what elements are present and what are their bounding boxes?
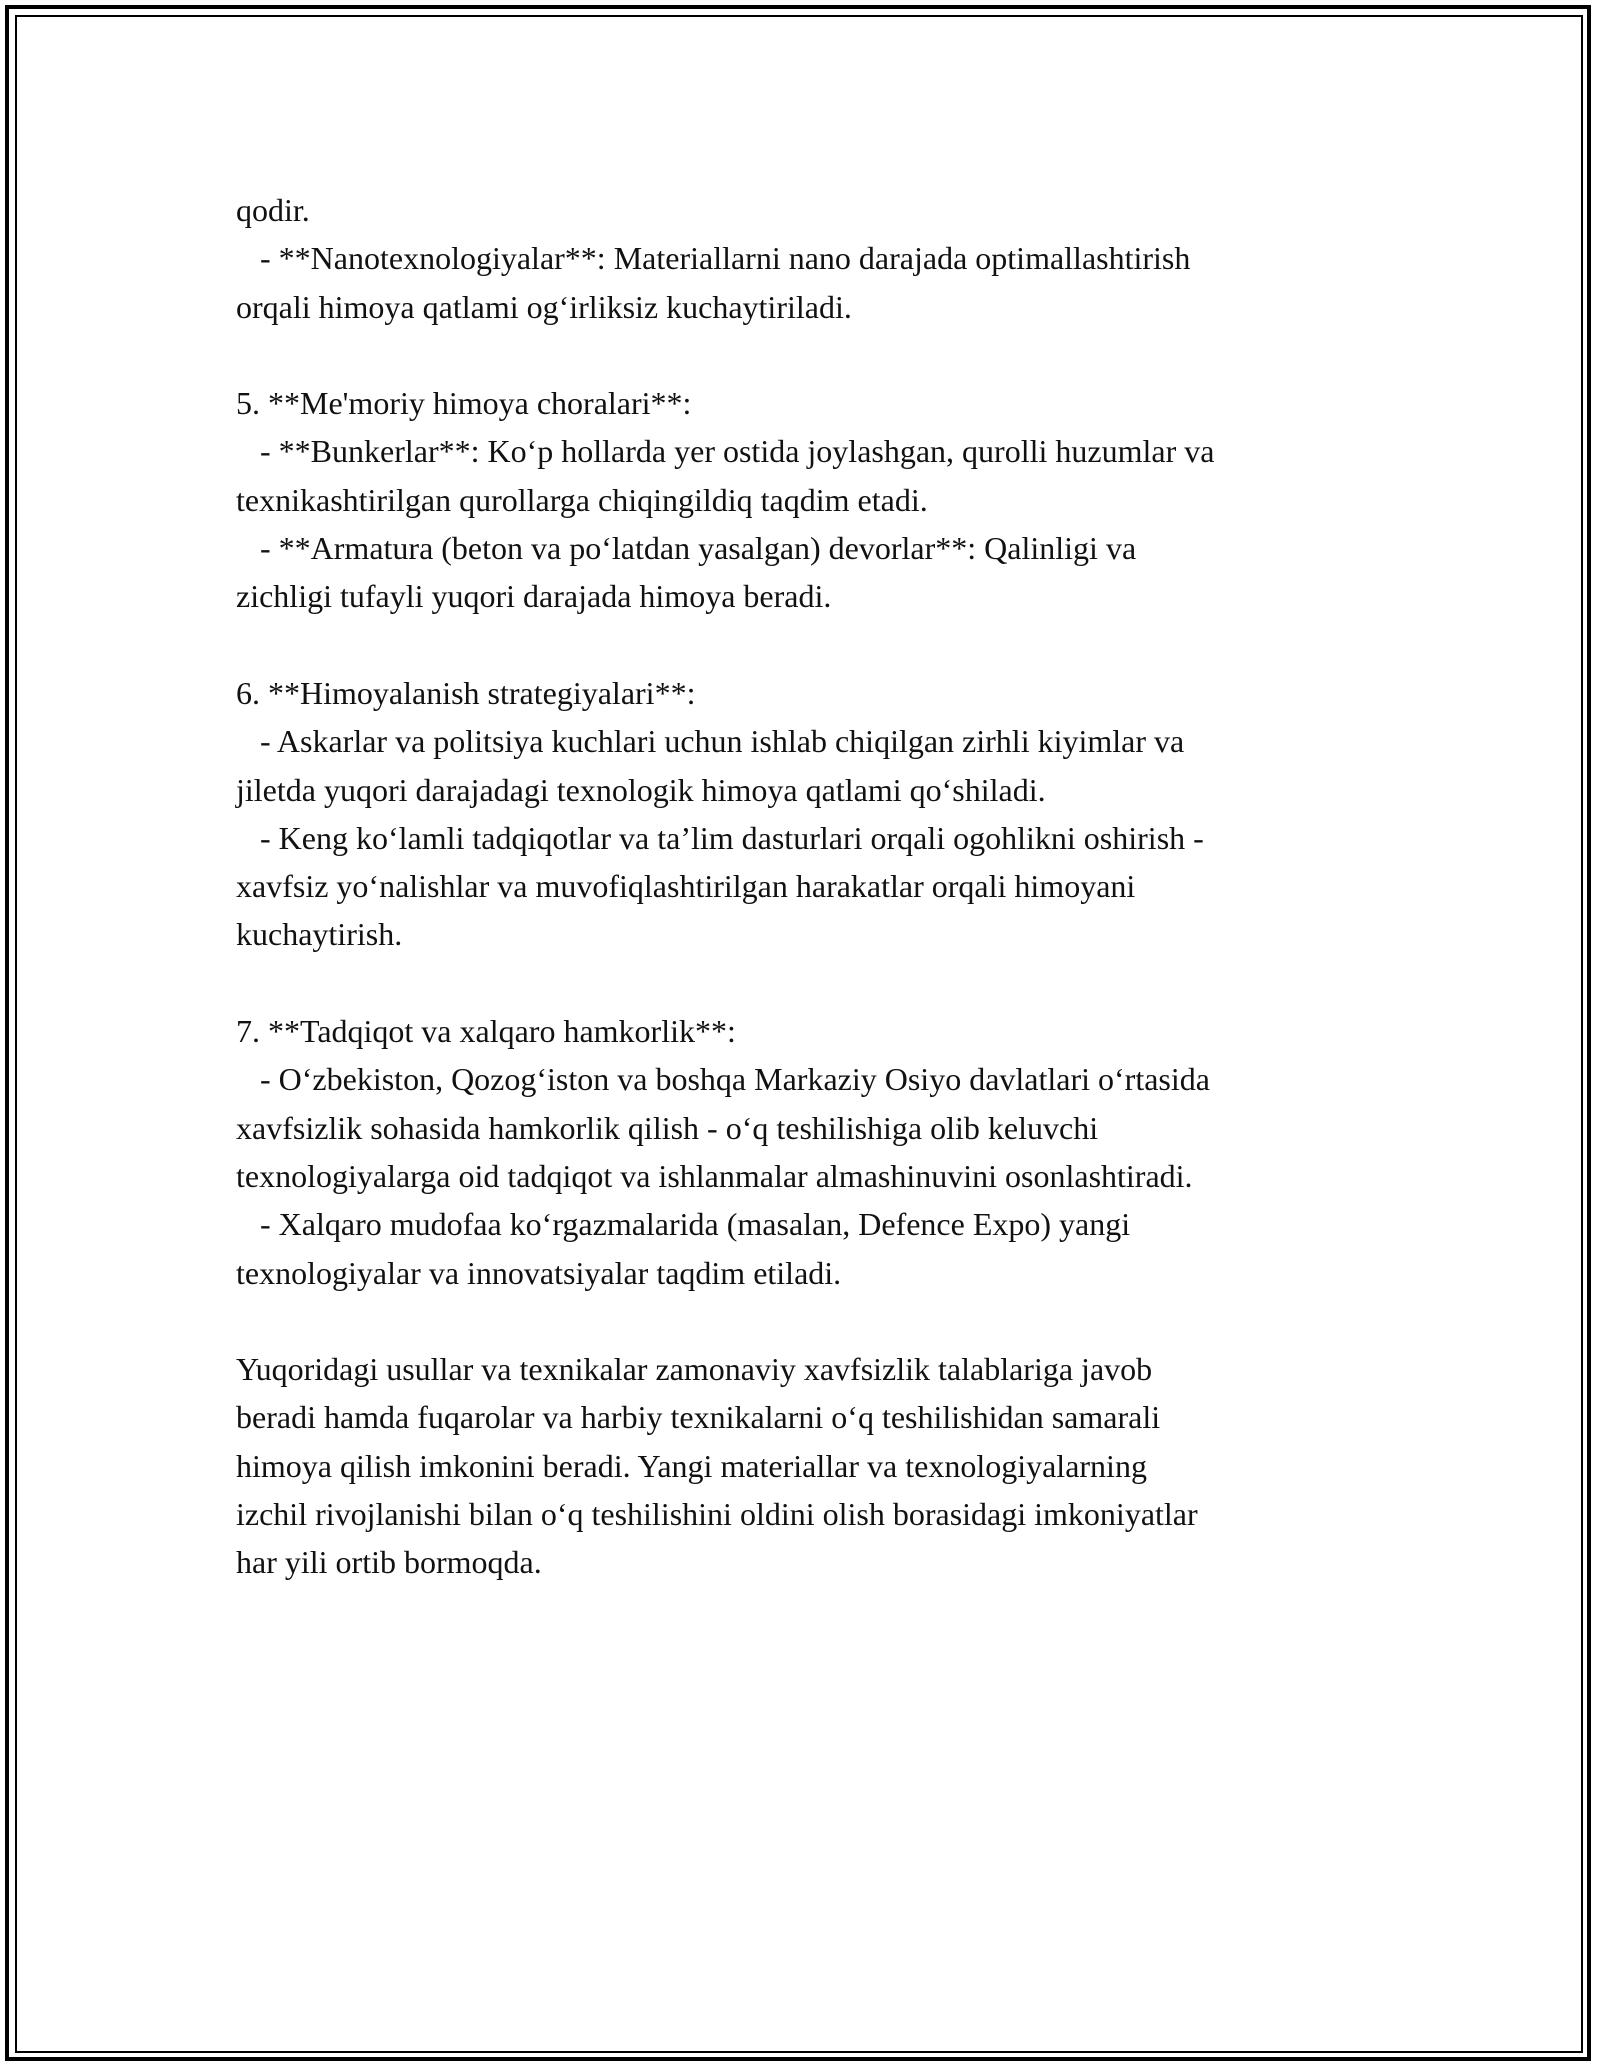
section-heading: 7. **Tadqiqot va xalqaro hamkorlik**: [236,1013,736,1050]
text-line: - Askarlar va politsiya kuchlari uchun ishlab chiqilgan zirhli kiyimlar va [236,723,1185,760]
blank-line [236,621,1376,669]
blank-line [236,331,1376,379]
text-line: jiletda yuqori darajadagi texnologik himoya qatlami qo‘shiladi. [236,771,1046,808]
text-line: izchil rivojlanishi bilan o‘q teshilishini oldini olish borasidagi imkoniyatlar [236,1496,1198,1533]
text-line: Yuqoridagi usullar va texnikalar zamonaviy xavfsizlik talablariga javob [236,1351,1153,1388]
section-heading: 5. **Me'moriy himoya choralari**: [236,385,692,422]
text-line: - **Nanotexnologiyalar**: Materiallarni nano darajada optimallashtirish [236,240,1191,277]
blank-line [236,1297,1376,1345]
text-line: xavfsiz yo‘nalishlar va muvofiqlashtirilgan harakatlar orqali himoyani [236,868,1136,905]
document-body [236,186,1376,1587]
text-line: qodir. [236,192,310,228]
text-line: - **Bunkerlar**: Ko‘p hollarda yer ostida joylashgan, qurolli huzumlar va [236,433,1215,470]
section-heading: 6. **Himoyalanish strategiyalari**: [236,674,696,711]
text-line: har yili ortib bormoqda. [236,1544,542,1581]
text-line: xavfsizlik sohasida hamkorlik qilish - o‘q teshilishiga olib keluvchi [236,1109,1099,1146]
text-line: kuchaytirish. [236,916,403,953]
text-line: texnologiyalarga oid tadqiqot va ishlanmalar almashinuvini osonlashtiradi. [236,1157,1193,1194]
text-line: orqali himoya qatlami og‘irliksiz kuchaytiriladi. [236,288,852,325]
text-line: texnologiyalar va innovatsiyalar taqdim etiladi. [236,1254,842,1291]
text-line: - O‘zbekiston, Qozog‘iston va boshqa Markaziy Osiyo davlatlari o‘rtasida [236,1061,1210,1098]
text-line: beradi hamda fuqarolar va harbiy texnikalarni o‘q teshilishidan samarali [236,1399,1161,1436]
text-line: - Keng ko‘lamli tadqiqotlar va ta’lim dasturlari orqali ogohlikni oshirish - [236,819,1204,856]
text-line: - **Armatura (beton va po‘latdan yasalgan) devorlar**: Qalinligi va [236,530,1137,567]
text-line: himoya qilish imkonini beradi. Yangi materiallar va texnologiyalarning [236,1447,1147,1484]
blank-line [236,959,1376,1007]
text-line: - Xalqaro mudofaa ko‘rgazmalarida (masalan, Defence Expo) yangi [236,1206,1131,1243]
text-line: zichligi tufayli yuqori darajada himoya beradi. [236,578,832,615]
text-line: texnikashtirilgan qurollarga chiqingildiq taqdim etadi. [236,481,928,518]
